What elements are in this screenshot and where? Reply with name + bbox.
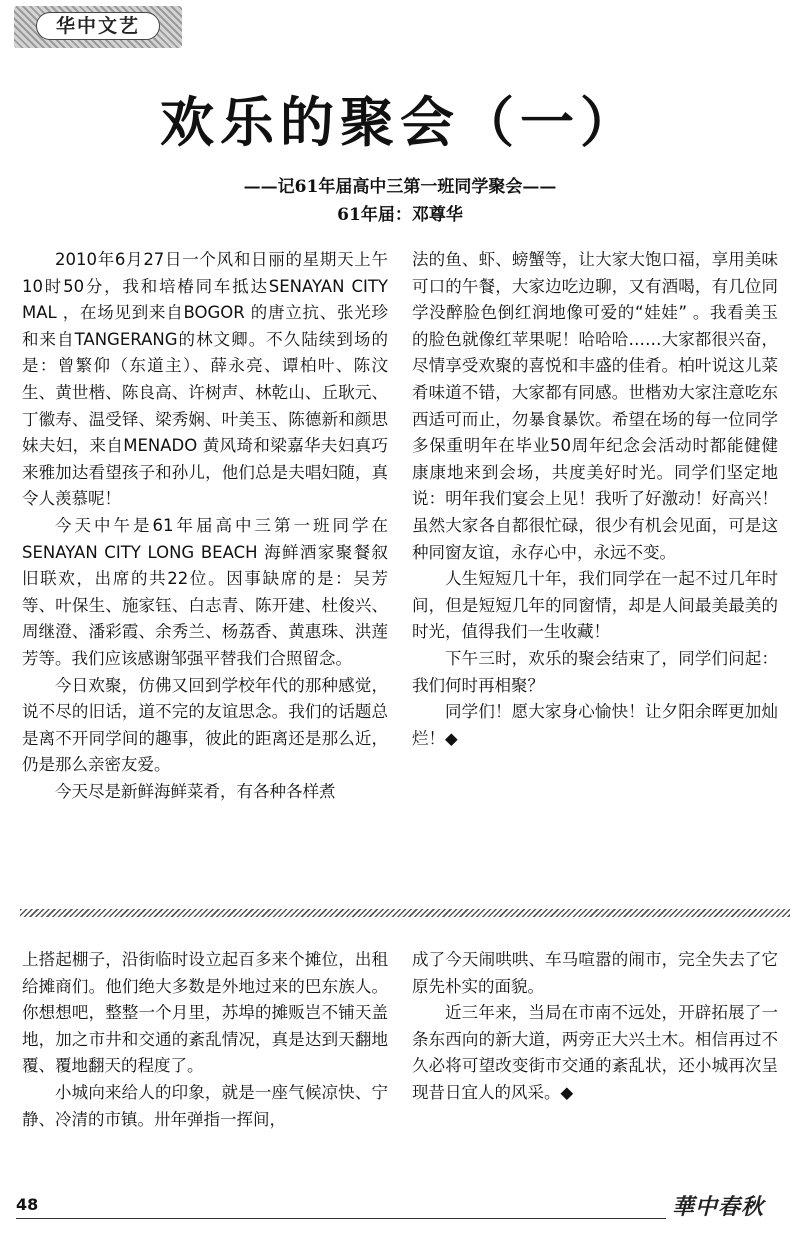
paragraph: 今天中午是61年届高中三第一班同学在SENAYAN CITY LONG BEACH 海鲜酒家聚餐叙旧联欢，出席的共22位。因事缺席的是：吴芳等、叶保生、施家钰、白志青、陈开建、杜俊兴、周继澄、潘彩霞、余秀兰、杨荔香、黄惠珠、洪莲芳等。我们应该感谢邹强平替我们合照留念。 (22, 515, 388, 668)
section-tag: 华中文艺 (36, 12, 160, 40)
paragraph: 近三年来，当局在市南不远处，开辟拓展了一条东西向的新大道，两旁正大兴土木。相信再过不久必将可望改变街市交通的紊乱状，还小城再次呈现昔日宜人的风采。◆ (412, 1003, 778, 1102)
article-author: 61年届：邓尊华 (337, 205, 463, 225)
article-subtitle: ——记61年届高中三第一班同学聚会—— (243, 177, 557, 197)
article-left-column (22, 247, 388, 805)
footer-rule (16, 1218, 666, 1219)
paragraph: 成了今天闹哄哄、车马喧嚣的闹市，完全失去了它原先朴实的面貌。 (412, 950, 778, 996)
paragraph: 法的鱼、虾、螃蟹等，让大家大饱口福，享用美味可口的午餐，大家边吃边聊，又有酒喝，有几位同学没醉脸色倒红润地像可爱的“娃娃” 。我看美玉的脸色就像红苹果呢！哈哈哈……大家都很兴奋，尽情享受欢聚的喜悦和丰盛的佳肴。柏叶说这儿菜肴味道不错，大家都有同感。世楷劝大家注意吃东西适可而止，勿暴食暴饮。希望在场的每一位同学多保重明年在毕业50周年纪念会活动时都能健健康康地来到会场，共度美好时光。同学们坚定地说：明年我们宴会上见！我听了好激动！好高兴！虽然大家各自都很忙碌，很少有机会见面，可是这种同窗友谊，永存心中，永远不变。 (412, 250, 778, 562)
paragraph: 同学们！愿大家身心愉快！让夕阳余晖更加灿烂！◆ (412, 702, 778, 748)
continued-left-column (22, 947, 388, 1133)
page-number: 48 (16, 1195, 39, 1214)
paragraph: 下午三时，欢乐的聚会结束了，同学们问起：我们何时再相聚？ (412, 648, 778, 695)
section-divider (20, 909, 790, 917)
article-right-column (412, 247, 778, 752)
paragraph: 今日欢聚，仿佛又回到学校年代的那种感觉，说不尽的旧话，道不完的友谊思念。我们的话题总是离不开同学间的趣事，彼此的距离还是那么近，仍是那么亲密友爱。 (22, 675, 388, 775)
paragraph: 2010年6月27日一个风和日丽的星期天上午10时50分，我和培椿同车抵达SENAYAN CITY MAL ，在场见到来自BOGOR 的唐立抗、张光珍和来自TANGERANG的林文卿。不久陆续到场的是：曾繁仰（东道主）、薛永亮、谭柏叶、陈汶生、黄世楷、陈良高、许树声、林乾山、丘耿元、丁徽寿、温受铎、梁秀娴、叶美玉、陈德新和颜思妹夫妇，来自MENADO 黄风琦和梁嘉华夫妇真巧来雅加达看望孩子和孙儿，他们总是夫唱妇随，真令人羡慕呢！ (22, 250, 388, 509)
section-tag-banner (14, 6, 182, 48)
continued-right-column (412, 947, 778, 1107)
article-title: 欢乐的聚会（一） (160, 90, 640, 154)
paragraph: 人生短短几十年，我们同学在一起不过几年时间，但是短短几年的同窗情，却是人间最美最美的时光，值得我们一生收藏！ (412, 569, 778, 642)
magazine-logo: 華中春秋 (672, 1194, 765, 1220)
paragraph: 上搭起棚子，沿街临时设立起百多来个摊位，出租给摊商们。他们绝大多数是外地过来的巴东族人。你想想吧，整整一个月里，苏埠的摊贩岂不铺天盖地，加之市井和交通的紊乱情况，真是达到天翻地覆、覆地翻天的程度了。 (22, 950, 388, 1076)
paragraph: 小城向来给人的印象，就是一座气候凉快、宁静、冷清的市镇。卅年弹指一挥间， (22, 1082, 388, 1129)
paragraph: 今天尽是新鲜海鲜菜肴，有各种各样煮 (55, 781, 336, 801)
